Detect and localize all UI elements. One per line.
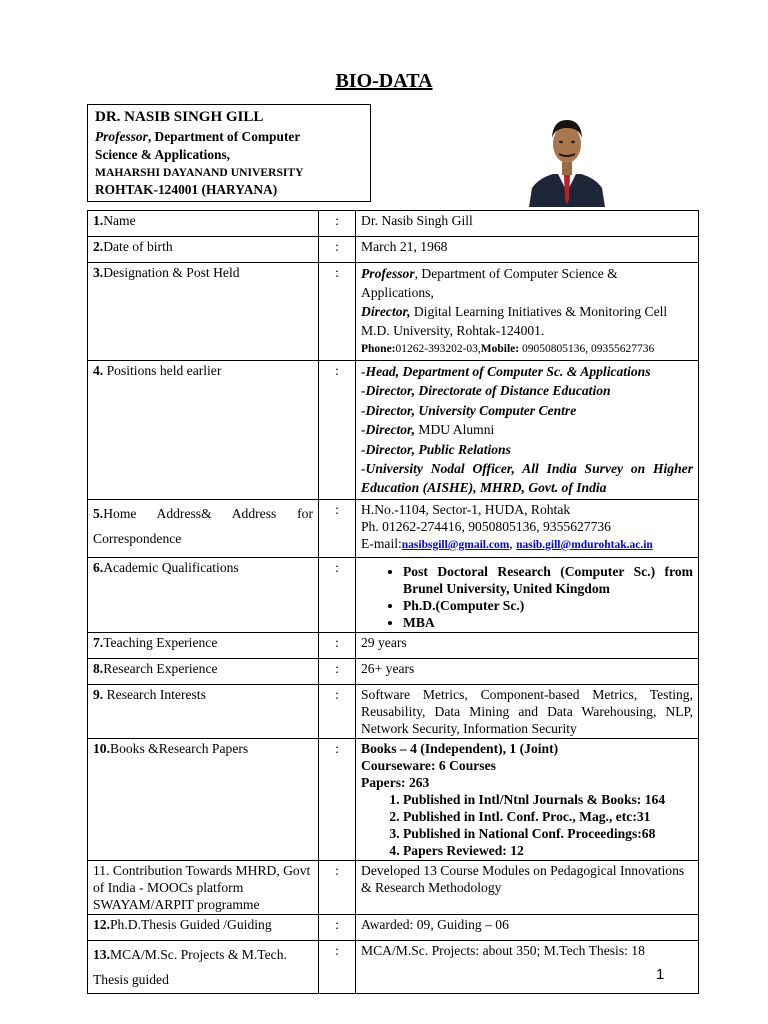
row-value: 29 years bbox=[356, 632, 699, 658]
list-item: 4. Papers Reviewed: 12 bbox=[403, 842, 693, 859]
header-city: ROHTAK-124001 (HARYANA) bbox=[95, 182, 278, 197]
list-item: • Post Doctoral Research (Computer Sc.) from Brunel University, United Kingdom bbox=[403, 563, 693, 597]
name-header-box bbox=[87, 104, 371, 202]
row-label: 10.Books &Research Papers bbox=[88, 738, 319, 860]
list-item: 2. Published in Intl. Conf. Proc., Mag., etc:31 bbox=[403, 808, 693, 825]
list-item: 3. Published in National Conf. Proceedings:68 bbox=[403, 825, 693, 842]
table-row bbox=[88, 557, 699, 632]
table-row bbox=[88, 211, 699, 237]
list-item: • MBA bbox=[403, 614, 693, 631]
row-label: 1.Name bbox=[88, 211, 319, 237]
row-value: Software Metrics, Component-based Metrics, Testing, Reusability, Data Mining and Data Warehousing, NLP, Network Security, Information Security bbox=[356, 684, 699, 738]
header-department: Science & Applications, bbox=[95, 147, 231, 162]
table-row bbox=[88, 914, 699, 940]
table-row bbox=[88, 658, 699, 684]
row-value: -Head, Department of Computer Sc. & Applications -Director, Directorate of Distance Education -Director, University Computer Centre -Director, MDU Alumni -Director, Public Relations -University Nodal Officer, All India Survey on Higher Education (AISHE), MHRD, Govt. of India bbox=[356, 361, 699, 500]
row-label: 3.Designation & Post Held bbox=[88, 263, 319, 361]
list-item: • Ph.D.(Computer Sc.) bbox=[403, 597, 693, 614]
row-label: 2.Date of birth bbox=[88, 237, 319, 263]
row-value: H.No.-1104, Sector-1, HUDA, Rohtak Ph. 01262-274416, 9050805136, 9355627736 E-mail:nasibsgill@gmail.com, nasib.gill@mdurohtak.ac.in bbox=[356, 499, 699, 557]
row-value: Professor, Department of Computer Science & Applications, Director, Digital Learning Initiatives & Monitoring Cell M.D. University, Rohtak-124001. Phone:01262-393202-03,Mobile: 09050805136, 09355627736 bbox=[356, 263, 699, 361]
separator: : bbox=[319, 860, 356, 914]
profile-photo bbox=[529, 104, 605, 207]
table-row bbox=[88, 940, 699, 993]
row-label: 6.Academic Qualifications bbox=[88, 557, 319, 632]
row-value: Dr. Nasib Singh Gill bbox=[356, 211, 699, 237]
biodata-table bbox=[87, 210, 699, 994]
page-title: BIO-DATA bbox=[335, 70, 433, 92]
table-row bbox=[88, 860, 699, 914]
separator: : bbox=[319, 361, 356, 500]
row-label: 5.Home Address& Address for Correspondence bbox=[88, 499, 319, 557]
row-label: 9. Research Interests bbox=[88, 684, 319, 738]
table-row bbox=[88, 361, 699, 500]
separator: : bbox=[319, 914, 356, 940]
row-label: 13.MCA/M.Sc. Projects & M.Tech. Thesis guided bbox=[88, 940, 319, 993]
row-value: Awarded: 09, Guiding – 06 bbox=[356, 914, 699, 940]
row-value: 26+ years bbox=[356, 658, 699, 684]
separator: : bbox=[319, 940, 356, 993]
page-number: 1 bbox=[656, 966, 665, 983]
row-value bbox=[356, 557, 699, 632]
separator: : bbox=[319, 263, 356, 361]
header-university: MAHARSHI DAYANAND UNIVERSITY bbox=[95, 166, 304, 179]
row-value: MCA/M.Sc. Projects: about 350; M.Tech Thesis: 18 bbox=[356, 940, 699, 993]
row-label: 12.Ph.D.Thesis Guided /Guiding bbox=[88, 914, 319, 940]
separator: : bbox=[319, 211, 356, 237]
header-name: DR. NASIB SINGH GILL bbox=[95, 109, 264, 125]
table-row bbox=[88, 263, 699, 361]
list-item: 1. Published in Intl/Ntnl Journals & Books: 164 bbox=[403, 791, 693, 808]
table-row bbox=[88, 499, 699, 557]
row-value: Developed 13 Course Modules on Pedagogical Innovations & Research Methodology bbox=[356, 860, 699, 914]
separator: : bbox=[319, 237, 356, 263]
separator: : bbox=[319, 499, 356, 557]
row-value: Books – 4 (Independent), 1 (Joint) Courseware: 6 Courses Papers: 263 1. Published in Intl/Ntnl Journals & Books: 164 2. Published in Intl. Conf. Proc., Mag., etc:31 3. Published in National Conf. Proceedings:68 4. Papers Reviewed: 12 bbox=[356, 738, 699, 860]
row-value: March 21, 1968 bbox=[356, 237, 699, 263]
separator: : bbox=[319, 738, 356, 860]
row-label: 7.Teaching Experience bbox=[88, 632, 319, 658]
separator: : bbox=[319, 684, 356, 738]
header-designation: Professor, Department of Computer bbox=[95, 129, 301, 144]
separator: : bbox=[319, 557, 356, 632]
separator: : bbox=[319, 632, 356, 658]
separator: : bbox=[319, 658, 356, 684]
email-link-primary[interactable]: nasibsgill@gmail.com bbox=[401, 538, 510, 551]
table-row bbox=[88, 237, 699, 263]
row-label: 4. Positions held earlier bbox=[88, 361, 319, 500]
email-link-official[interactable]: nasib.gill@mdurohtak.ac.in bbox=[516, 538, 653, 551]
table-row bbox=[88, 738, 699, 860]
row-label: 8.Research Experience bbox=[88, 658, 319, 684]
table-row bbox=[88, 632, 699, 658]
table-row bbox=[88, 684, 699, 738]
row-label: 11. Contribution Towards MHRD, Govt of India - MOOCs platform SWAYAM/ARPIT programme bbox=[88, 860, 319, 914]
